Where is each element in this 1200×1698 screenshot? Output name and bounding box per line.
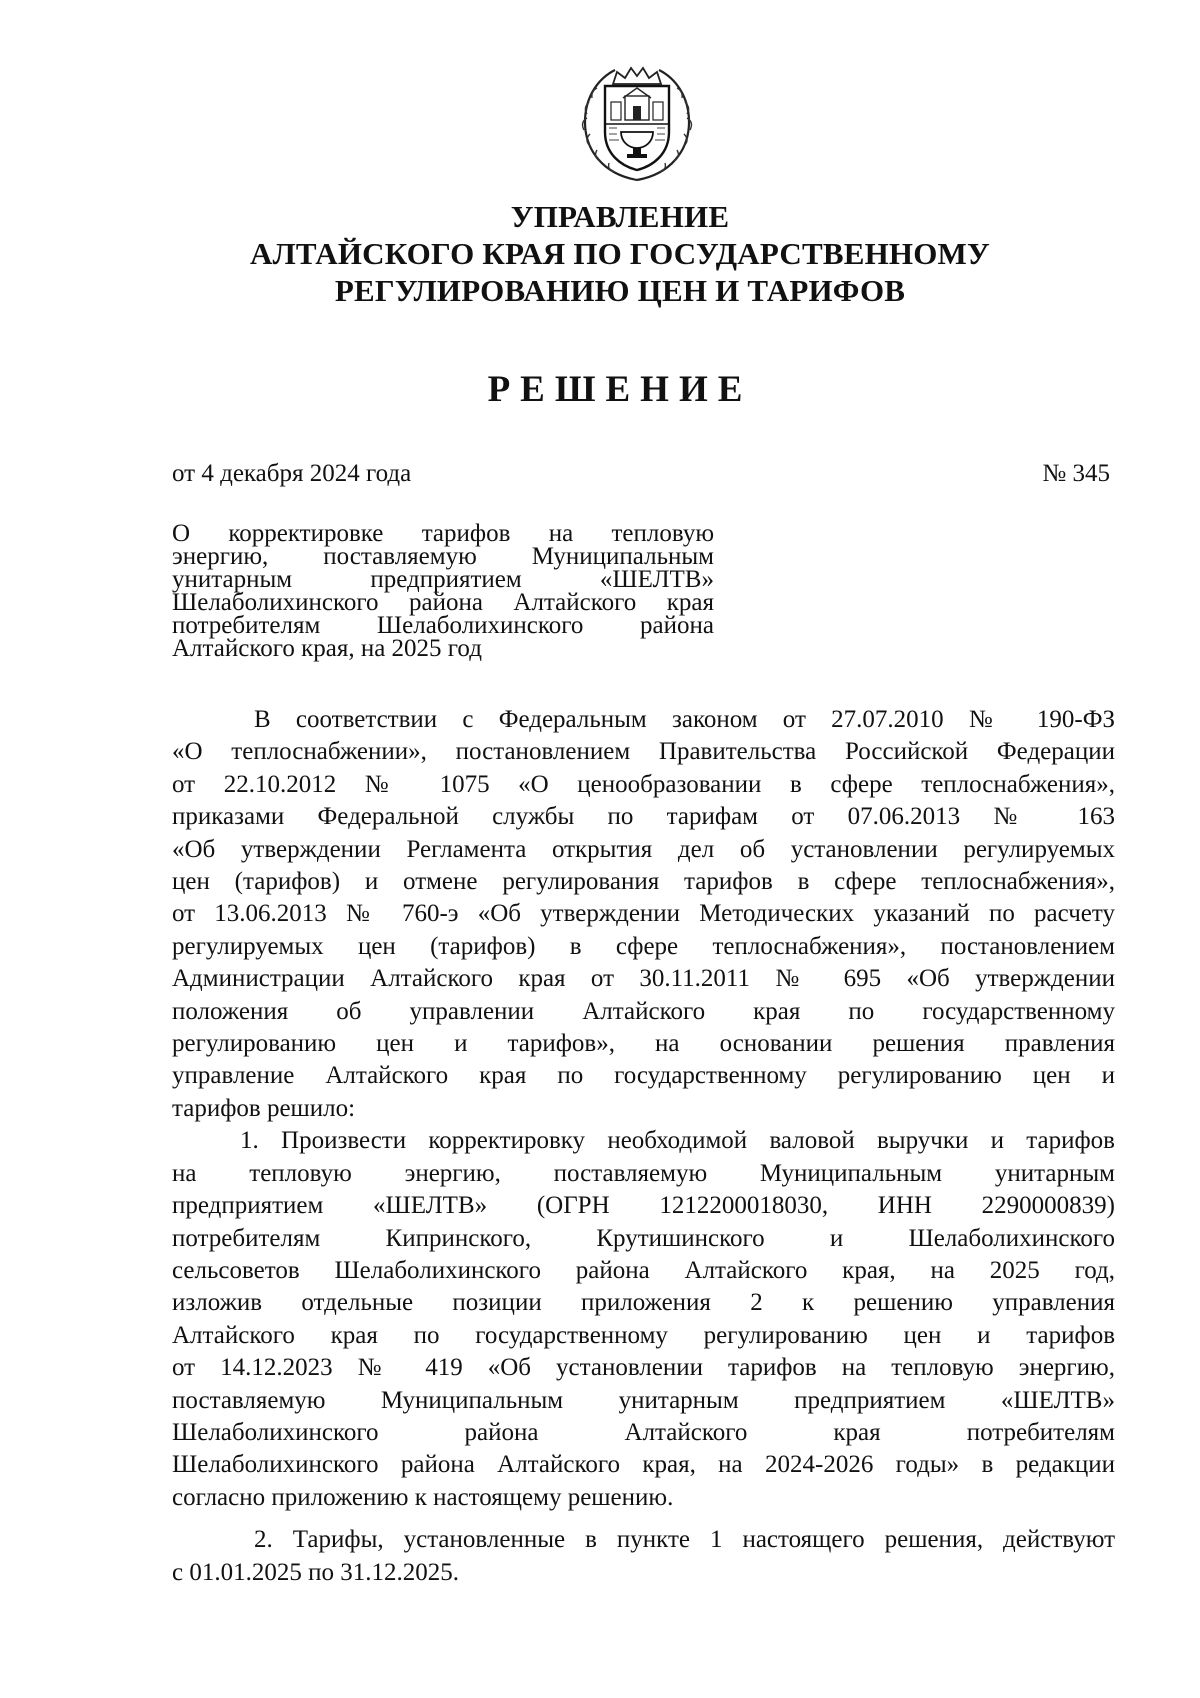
body-line: от 22.10.2012 № 1075 «О ценообразовании в сфере теплоснабжения», (172, 770, 1115, 798)
subject-line: О корректировке тарифов на тепловую (172, 520, 714, 547)
body-line: Алтайского края по государственному регулированию цен и тарифов (172, 1321, 1115, 1349)
body-line: «О теплоснабжении», постановлением Правительства Российской Федерации (172, 738, 1115, 766)
body-line: на тепловую энергию, поставляемую Муниципальным унитарным (172, 1159, 1115, 1187)
agency-line: РЕГУЛИРОВАНИЮ ЦЕН И ТАРИФОВ (334, 273, 906, 308)
agency-line: УПРАВЛЕНИЕ (510, 199, 730, 234)
body-line: цен (тарифов) и отмене регулирования тарифов в сфере теплоснабжения», (172, 868, 1115, 896)
document-subject (172, 522, 714, 660)
body-line: управление Алтайского края по государственному регулированию цен и (172, 1062, 1115, 1090)
document-body (172, 704, 1115, 1589)
body-line: тарифов решило: (172, 1094, 356, 1122)
subject-line: Шелаболихинского района Алтайского края (172, 589, 714, 616)
body-line: сельсоветов Шелаболихинского района Алтайского края, на 2025 год, (172, 1256, 1115, 1284)
body-line: потребителям Кипринского, Крутишинского и Шелаболихинского (172, 1224, 1115, 1252)
body-line: от 13.06.2013 № 760-э «Об утверждении Методических указаний по расчету (172, 900, 1115, 928)
agency-line: АЛТАЙСКОГО КРАЯ ПО ГОСУДАРСТВЕННОМУ (250, 236, 990, 271)
body-line: 1. Произвести корректировку необходимой валовой выручки и тарифов (240, 1127, 1115, 1155)
paragraph-gap (172, 1514, 1115, 1524)
body-line: регулируемых цен (тарифов) в сфере теплоснабжения», постановлением (172, 932, 1115, 960)
body-line: В соответствии с Федеральным законом от 27.07.2010 № 190-ФЗ (254, 706, 1115, 733)
body-line: «Об утверждении Регламента открытия дел об установлении регулируемых (172, 835, 1115, 863)
document-type-title: РЕШЕНИЕ (487, 369, 753, 410)
item-2-paragraph (172, 1524, 1115, 1589)
subject-line: Алтайского края, на 2025 год (172, 635, 482, 662)
preamble-paragraph (172, 704, 1115, 1125)
emblem-svg (573, 62, 701, 186)
body-line: изложив отдельные позиции приложения 2 к решению управления (172, 1289, 1115, 1317)
body-line: от 14.12.2023 № 419 «Об установлении тарифов на тепловую энергию, (172, 1354, 1115, 1382)
coat-of-arms-icon (573, 62, 701, 186)
subject-line: потребителям Шелаболихинского района (172, 612, 714, 639)
body-line: Шелаболихинского района Алтайского края, на 2024-2026 годы» в редакции (172, 1451, 1115, 1479)
body-line: предприятием «ШЕЛТВ» (ОГРН 1212200018030, ИНН 2290000839) (172, 1192, 1115, 1220)
body-line: регулированию цен и тарифов», на основании решения правления (172, 1030, 1115, 1058)
document-date: от 4 декабря 2024 года (172, 460, 412, 487)
body-line: 2. Тарифы, установленные в пункте 1 настоящего решения, действуют (254, 1526, 1115, 1554)
subject-line: энергию, поставляемую Муниципальным (172, 543, 714, 570)
body-line: согласно приложению к настоящему решению. (172, 1483, 674, 1511)
item-1-paragraph (172, 1125, 1115, 1514)
agency-name (0, 198, 1200, 309)
body-line: поставляемую Муниципальным унитарным предприятием «ШЕЛТВ» (172, 1386, 1115, 1414)
document-number: № 345 (1042, 460, 1110, 487)
body-line: с 01.01.2025 по 31.12.2025. (172, 1558, 459, 1586)
body-line: Администрации Алтайского края от 30.11.2011 № 695 «Об утверждении (172, 965, 1115, 993)
subject-line: унитарным предприятием «ШЕЛТВ» (172, 566, 714, 593)
body-line: положения об управлении Алтайского края по государственному (172, 997, 1115, 1025)
body-line: Шелаболихинского района Алтайского края потребителям (172, 1418, 1115, 1446)
body-line: приказами Федеральной службы по тарифам от 07.06.2013 № 163 (172, 803, 1115, 831)
